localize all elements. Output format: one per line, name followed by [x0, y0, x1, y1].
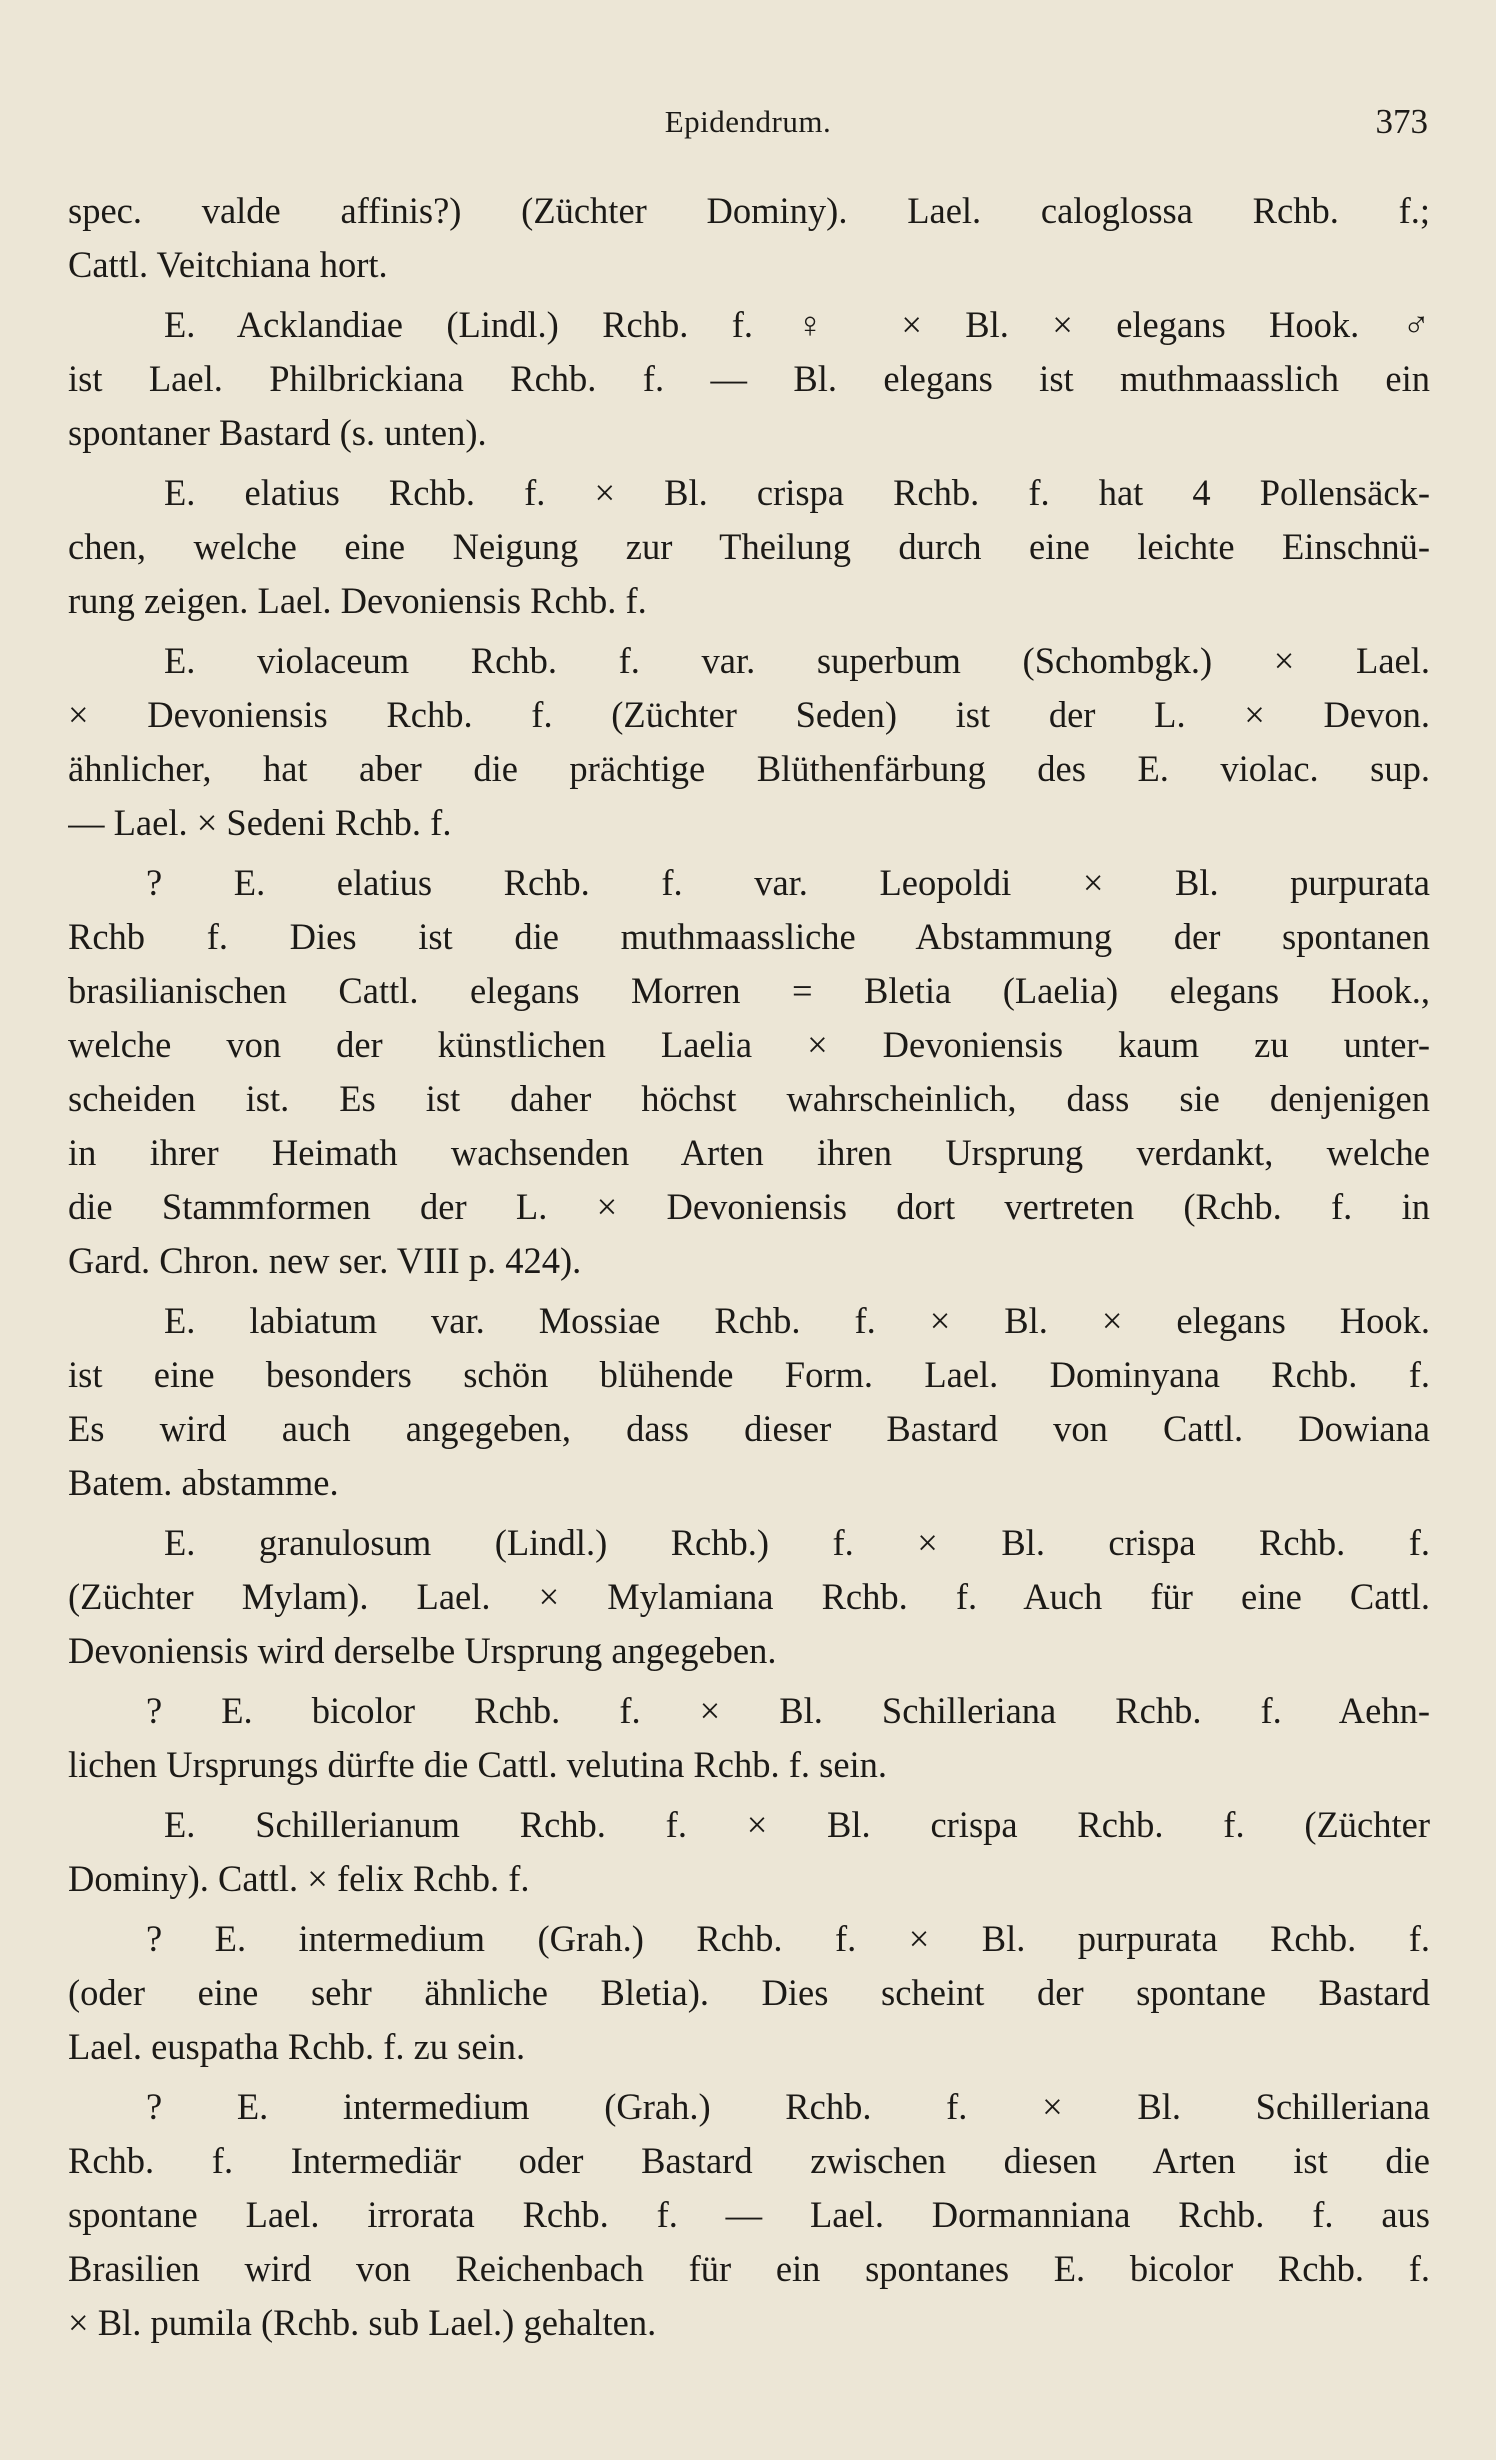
text-line: Batem. abstamme.	[68, 1462, 339, 1503]
text-line: die Stammformen der L. × Devoniensis dort vertreten (Rchb. f. in	[68, 1186, 1430, 1227]
paragraph	[68, 2080, 1430, 2350]
text-line: E. granulosum (Lindl.) Rchb.) f. × Bl. crispa Rchb. f.	[164, 1522, 1430, 1563]
text-line: Dominy). Cattl. × felix Rchb. f.	[68, 1858, 530, 1899]
text-line: — Lael. × Sedeni Rchb. f.	[68, 802, 452, 843]
text-line: Devoniensis wird derselbe Ursprung angegeben.	[68, 1630, 777, 1671]
text-line: × Devoniensis Rchb. f. (Züchter Seden) ist der L. × Devon.	[68, 694, 1430, 735]
text-line: in ihrer Heimath wachsenden Arten ihren Ursprung verdankt, welche	[68, 1132, 1430, 1173]
text-line: Gard. Chron. new ser. VIII p. 424).	[68, 1240, 582, 1281]
text-line: (Züchter Mylam). Lael. × Mylamiana Rchb. f. Auch für eine Cattl.	[68, 1576, 1430, 1617]
paragraph	[68, 184, 1430, 292]
text-line: rung zeigen. Lael. Devoniensis Rchb. f.	[68, 580, 647, 621]
running-header	[0, 98, 1496, 148]
text-line: lichen Ursprungs dürfte die Cattl. velutina Rchb. f. sein.	[68, 1744, 888, 1785]
text-line: Es wird auch angegeben, dass dieser Bastard von Cattl. Dowiana	[68, 1408, 1430, 1449]
text-line: chen, welche eine Neigung zur Theilung durch eine leichte Einschnü-	[68, 526, 1430, 567]
text-line: ? E. intermedium (Grah.) Rchb. f. × Bl. Schilleriana	[146, 2086, 1430, 2127]
text-line: ist Lael. Philbrickiana Rchb. f. — Bl. elegans ist muthmaasslich ein	[68, 358, 1430, 399]
paragraph	[68, 1684, 1430, 1792]
page-body	[68, 184, 1430, 2356]
text-line: spontane Lael. irrorata Rchb. f. — Lael. Dormanniana Rchb. f. aus	[68, 2194, 1430, 2235]
text-line: Lael. euspatha Rchb. f. zu sein.	[68, 2026, 526, 2067]
text-line: × Bl. pumila (Rchb. sub Lael.) gehalten.	[68, 2302, 657, 2343]
page-number: 373	[1375, 102, 1428, 141]
text-line: ? E. intermedium (Grah.) Rchb. f. × Bl. purpurata Rchb. f.	[146, 1918, 1430, 1959]
text-line: Rchb f. Dies ist die muthmaassliche Abstammung der spontanen	[68, 916, 1430, 957]
text-line: brasilianischen Cattl. elegans Morren = Bletia (Laelia) elegans Hook.,	[68, 970, 1430, 1011]
paragraph	[68, 1516, 1430, 1678]
paragraph	[68, 1294, 1430, 1510]
paragraph	[68, 1912, 1430, 2074]
text-line: spec. valde affinis?) (Züchter Dominy). Lael. caloglossa Rchb. f.;	[68, 190, 1430, 231]
text-line: ähnlicher, hat aber die prächtige Blüthenfärbung des E. violac. sup.	[68, 748, 1430, 789]
paragraph	[68, 298, 1430, 460]
text-line: Cattl. Veitchiana hort.	[68, 244, 388, 285]
text-line: E. Schillerianum Rchb. f. × Bl. crispa Rchb. f. (Züchter	[164, 1804, 1430, 1845]
text-line: (oder eine sehr ähnliche Bletia). Dies scheint der spontane Bastard	[68, 1972, 1430, 2013]
running-title: Epidendrum.	[664, 104, 832, 139]
text-line: E. labiatum var. Mossiae Rchb. f. × Bl. × elegans Hook.	[164, 1300, 1430, 1341]
paragraph	[68, 634, 1430, 850]
text-line: welche von der künstlichen Laelia × Devoniensis kaum zu unter-	[68, 1024, 1430, 1065]
text-line: E. violaceum Rchb. f. var. superbum (Schombgk.) × Lael.	[164, 640, 1430, 681]
paragraph	[68, 1798, 1430, 1906]
text-line: E. elatius Rchb. f. × Bl. crispa Rchb. f. hat 4 Pollensäck-	[164, 472, 1430, 513]
text-line: spontaner Bastard (s. unten).	[68, 412, 487, 453]
text-line: ? E. elatius Rchb. f. var. Leopoldi × Bl. purpurata	[146, 862, 1430, 903]
paragraph	[68, 466, 1430, 628]
text-line: E. Acklandiae (Lindl.) Rchb. f. ♀ × Bl. × elegans Hook. ♂	[164, 304, 1430, 345]
paragraph	[68, 856, 1430, 1288]
text-line: Brasilien wird von Reichenbach für ein spontanes E. bicolor Rchb. f.	[68, 2248, 1430, 2289]
text-line: ist eine besonders schön blühende Form. Lael. Dominyana Rchb. f.	[68, 1354, 1430, 1395]
text-line: ? E. bicolor Rchb. f. × Bl. Schilleriana Rchb. f. Aehn-	[146, 1690, 1430, 1731]
text-line: scheiden ist. Es ist daher höchst wahrscheinlich, dass sie denjenigen	[68, 1078, 1430, 1119]
text-line: Rchb. f. Intermediär oder Bastard zwischen diesen Arten ist die	[68, 2140, 1430, 2181]
